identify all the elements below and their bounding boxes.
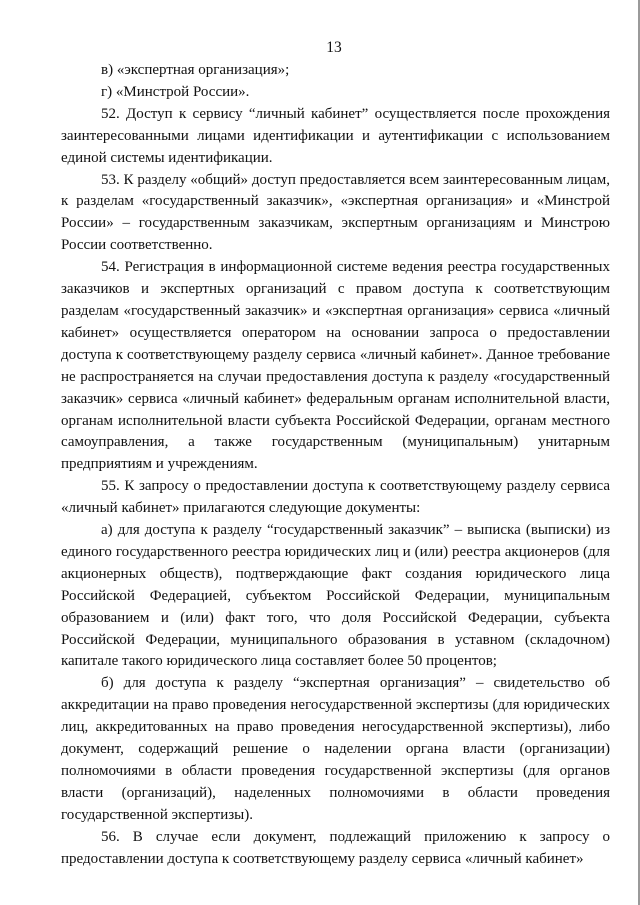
paragraph-55: 55. К запросу о предоставлении доступа к соответствующему разделу сервиса «личный кабинет» прилагаются следующие документы:	[61, 478, 610, 517]
paragraph-53: 53. К разделу «общий» доступ предоставляется всем заинтересованным лицам, к разделам «государственный заказчик», «экспертная организация» и «Минстрой России» – государственным заказчикам, экспертным организациям и Минстрою России соответственно.	[61, 171, 610, 254]
page-number: 13	[326, 39, 342, 56]
paragraph-56: 56. В случае если документ, подлежащий приложению к запросу о предоставлении доступа к соответствующему разделу сервиса «личный кабинет»	[61, 828, 610, 867]
paragraph-54: 54. Регистрация в информационной системе ведения реестра государственных заказчиков и экспертных организаций с правом доступа к соответствующим разделам «государственный заказчик» и «экспертная организация» сервиса «личный кабинет» осуществляется оператором на основании запроса о предоставлении доступа к соответствующему разделу сервиса «личный кабинет». Данное требование не распространяется на случаи предоставления доступа к разделу «государственный заказчик» сервиса «личный кабинет» федеральным органам исполнительной власти, органам исполнительной власти субъекта Российской Федерации, органам местного самоуправления, а также государственным (муниципальным) унитарным предприятиям и учреждениям.	[61, 259, 610, 473]
paragraph-55-b: б) для доступа к разделу “экспертная организация” – свидетельство об аккредитации на право проведения негосударственной экспертизы (для юридических лиц, аккредитованных на право проведения негосударственной экспертизы), либо документ, содержащий решение о наделении органа власти (организации) полномочиями в области проведения государственной экспертизы (для органов власти (организаций), наделенных полномочиями в области проведения государственной экспертизы).	[61, 675, 610, 823]
paragraph-52: 52. Доступ к сервису “личный кабинет” осуществляется после прохождения заинтересованными лицами идентификации и аутентификации с использованием единой системы идентификации.	[61, 105, 610, 166]
list-item-g: г) «Минстрой России».	[101, 83, 250, 100]
paragraph-55-a: а) для доступа к разделу “государственный заказчик” – выписка (выписки) из единого государственного реестра юридических лиц и (или) реестра акционеров (для акционерных обществ), подтверждающие факт создания юридического лица Российской Федерацией, субъектом Российской Федерации, муниципальным образованием и (или) факт того, что доля Российской Федерации, субъекта Российской Федерации, муниципального образования в уставном (складочном) капитале такого юридического лица составляет более 50 процентов;	[61, 522, 610, 670]
list-item-v: в) «экспертная организация»;	[101, 62, 290, 78]
document-body	[61, 60, 610, 871]
